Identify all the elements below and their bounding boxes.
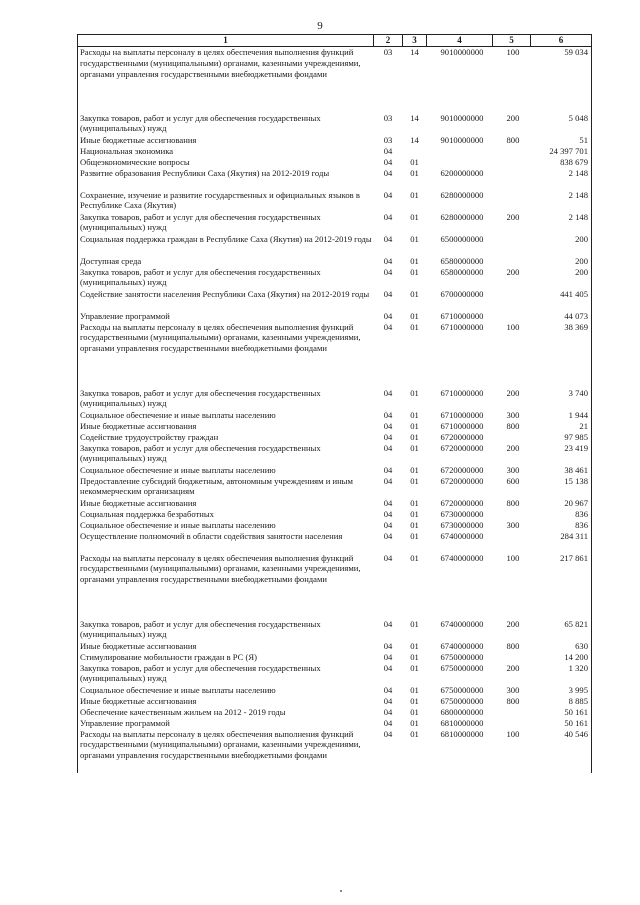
row-name: Обеспечение качественным жильем на 2012 - 2019 годы <box>78 707 374 718</box>
row-target-article: 6810000000 <box>440 728 484 739</box>
row-amount: 44 073 <box>531 311 592 322</box>
table-row <box>78 685 592 696</box>
row-expense-type: 200 <box>506 387 520 398</box>
row-amount: 3 740 <box>531 388 592 410</box>
row-expense-type <box>493 168 531 190</box>
row-target-article: 6720000000 <box>440 431 484 442</box>
row-amount: 23 419 <box>531 443 592 465</box>
row-target-article: 6750000000 <box>440 662 484 673</box>
row-target-article: 6720000000 <box>440 464 484 475</box>
row-expense-type: 800 <box>506 420 520 431</box>
row-section-code: 04 <box>383 321 393 332</box>
header-col-5: 5 <box>493 35 531 47</box>
row-section-code: 04 <box>383 695 393 706</box>
row-amount: 38 369 <box>531 322 592 388</box>
row-subsection-code: 01 <box>410 233 419 244</box>
row-subsection-code: 01 <box>410 475 419 486</box>
row-amount: 217 861 <box>531 553 592 619</box>
row-target-article: 6740000000 <box>440 640 484 651</box>
row-target-article: 6810000000 <box>440 717 484 728</box>
row-section-code: 04 <box>383 464 393 475</box>
row-name: Иные бюджетные ассигнования <box>78 135 374 146</box>
row-section-code: 04 <box>383 728 393 739</box>
row-name: Закупка товаров, работ и услуг для обеспечения государственных (муниципальных) нужд <box>78 388 374 410</box>
row-amount: 441 405 <box>531 289 592 311</box>
row-section-code: 04 <box>383 706 393 717</box>
row-section-code: 04 <box>383 508 393 519</box>
row-target-article: 9010000000 <box>427 47 493 113</box>
row-target-article: 6720000000 <box>440 442 484 453</box>
row-target-article: 6700000000 <box>440 288 484 299</box>
table-row <box>78 146 592 157</box>
row-expense-type: 600 <box>506 475 520 486</box>
row-expense-type: 100 <box>506 552 520 563</box>
row-target-article: 9010000000 <box>440 112 484 123</box>
table-row <box>78 234 592 256</box>
row-name: Социальное обеспечение и иные выплаты населению <box>78 685 374 696</box>
row-expense-type: 800 <box>506 695 520 706</box>
row-name: Расходы на выплаты персоналу в целях обеспечения выполнения функций государственными (муниципальными) органами, казенными учреждениями, органами управления государственными внебюджетными фондами <box>78 47 374 113</box>
row-target-article: 6750000000 <box>440 695 484 706</box>
row-subsection-code: 01 <box>410 552 419 563</box>
row-section-code: 04 <box>383 552 393 563</box>
row-amount: 15 138 <box>531 476 592 498</box>
row-subsection-code: 01 <box>410 695 419 706</box>
row-amount: 50 161 <box>531 707 592 718</box>
row-subsection-code: 01 <box>410 618 419 629</box>
row-name: Развитие образования Республики Саха (Якутия) на 2012-2019 годы <box>78 168 374 190</box>
table-row <box>78 652 592 663</box>
row-expense-type: 800 <box>506 134 520 145</box>
row-expense-type <box>493 289 531 311</box>
row-amount: 24 397 701 <box>531 146 592 157</box>
table-row <box>78 619 592 641</box>
row-subsection-code: 01 <box>410 310 419 321</box>
row-expense-type: 200 <box>506 662 520 673</box>
row-expense-type: 100 <box>493 47 531 113</box>
row-subsection-code: 01 <box>410 255 419 266</box>
row-subsection-code: 01 <box>410 288 419 299</box>
row-section-code: 04 <box>383 310 393 321</box>
row-expense-type: 100 <box>506 321 520 332</box>
table-row <box>78 168 592 190</box>
row-expense-type: 800 <box>506 497 520 508</box>
row-expense-type <box>493 707 531 718</box>
row-amount: 1 320 <box>531 663 592 685</box>
row-section-code: 04 <box>383 266 393 277</box>
row-amount: 21 <box>531 421 592 432</box>
row-section-code: 04 <box>383 662 393 673</box>
row-target-article: 6730000000 <box>440 519 484 530</box>
row-expense-type: 200 <box>506 211 520 222</box>
row-name: Закупка товаров, работ и услуг для обеспечения государственных (муниципальных) нужд <box>78 663 374 685</box>
row-expense-type: 100 <box>506 728 520 739</box>
row-amount: 8 885 <box>531 696 592 707</box>
row-subsection-code: 01 <box>410 728 419 739</box>
row-section-code: 04 <box>383 442 393 453</box>
table-row <box>78 410 592 421</box>
row-amount: 836 <box>531 520 592 531</box>
row-target-article: 6750000000 <box>440 684 484 695</box>
row-subsection-code: 01 <box>410 211 419 222</box>
row-name: Доступная среда <box>78 256 374 267</box>
row-expense-type: 300 <box>506 409 520 420</box>
row-expense-type: 200 <box>506 442 520 453</box>
row-target-article: 9010000000 <box>440 134 484 145</box>
row-amount: 3 995 <box>531 685 592 696</box>
row-subsection-code: 01 <box>410 497 419 508</box>
row-name: Социальное обеспечение и иные выплаты населению <box>78 520 374 531</box>
table-row <box>78 729 592 773</box>
row-section-code: 03 <box>374 47 403 113</box>
row-subsection-code: 01 <box>410 519 419 530</box>
row-expense-type <box>493 256 531 267</box>
row-amount: 5 048 <box>531 113 592 135</box>
row-amount: 51 <box>531 135 592 146</box>
row-amount: 200 <box>531 256 592 267</box>
row-subsection-code <box>403 146 427 157</box>
row-section-code: 04 <box>383 255 393 266</box>
row-expense-type <box>493 509 531 520</box>
row-target-article: 6740000000 <box>440 530 484 541</box>
table-row <box>78 267 592 289</box>
table-row <box>78 322 592 388</box>
row-section-code: 03 <box>383 134 393 145</box>
row-name: Закупка товаров, работ и услуг для обеспечения государственных (муниципальных) нужд <box>78 619 374 641</box>
row-name: Предоставление субсидий бюджетным, автономным учреждениям и иным некоммерческим организациям <box>78 476 374 498</box>
row-target-article: 6720000000 <box>440 475 484 486</box>
row-section-code: 04 <box>383 167 393 178</box>
row-expense-type: 200 <box>506 618 520 629</box>
row-amount: 630 <box>531 641 592 652</box>
row-subsection-code: 14 <box>403 47 427 113</box>
row-expense-type: 300 <box>506 519 520 530</box>
row-subsection-code: 14 <box>410 112 419 123</box>
row-name: Общеэкономические вопросы <box>78 157 374 168</box>
row-subsection-code: 01 <box>410 662 419 673</box>
row-target-article: 6580000000 <box>440 266 484 277</box>
row-target-article: 6280000000 <box>440 189 484 200</box>
row-subsection-code: 01 <box>410 706 419 717</box>
row-name: Иные бюджетные ассигнования <box>78 696 374 707</box>
row-subsection-code: 01 <box>410 189 419 200</box>
table-row <box>78 443 592 465</box>
row-name: Содействие трудоустройству граждан <box>78 432 374 443</box>
budget-table <box>77 34 592 773</box>
table-row <box>78 311 592 322</box>
row-section-code: 04 <box>383 156 393 167</box>
table-row <box>78 289 592 311</box>
row-target-article: 6500000000 <box>440 233 484 244</box>
row-amount: 59 034 <box>531 47 592 113</box>
row-section-code: 04 <box>383 189 393 200</box>
table-row <box>78 718 592 729</box>
row-amount: 1 944 <box>531 410 592 421</box>
row-name: Закупка товаров, работ и услуг для обеспечения государственных (муниципальных) нужд <box>78 113 374 135</box>
row-expense-type: 300 <box>506 684 520 695</box>
row-amount: 20 967 <box>531 498 592 509</box>
row-section-code: 04 <box>383 519 393 530</box>
row-amount: 50 161 <box>531 718 592 729</box>
table-row <box>78 465 592 476</box>
row-expense-type <box>493 311 531 322</box>
row-section-code: 04 <box>383 640 393 651</box>
row-name: Национальная экономика <box>78 146 374 157</box>
row-name: Расходы на выплаты персоналу в целях обеспечения выполнения функций государственными (муниципальными) органами, казенными учреждениями, органами управления государственными внебюджетными фондами <box>78 553 374 619</box>
row-section-code: 04 <box>383 288 393 299</box>
page-number: 9 <box>317 20 323 32</box>
row-section-code: 04 <box>383 717 393 728</box>
row-target-article: 6200000000 <box>440 167 484 178</box>
row-target-article: 6750000000 <box>440 651 484 662</box>
table-row <box>78 256 592 267</box>
row-target-article: 6740000000 <box>440 618 484 629</box>
row-amount: 200 <box>531 267 592 289</box>
row-amount: 836 <box>531 509 592 520</box>
table-row <box>78 476 592 498</box>
row-expense-type: 200 <box>506 112 520 123</box>
row-subsection-code: 01 <box>410 420 419 431</box>
table-row <box>78 190 592 212</box>
row-expense-type <box>493 652 531 663</box>
header-col-3: 3 <box>403 35 427 47</box>
row-subsection-code: 01 <box>410 431 419 442</box>
row-section-code: 04 <box>383 387 393 398</box>
table-row <box>78 421 592 432</box>
row-section-code: 04 <box>383 431 393 442</box>
row-section-code: 04 <box>383 497 393 508</box>
row-section-code: 04 <box>383 475 393 486</box>
row-target-article: 6720000000 <box>440 497 484 508</box>
row-target-article: 6710000000 <box>440 310 484 321</box>
table-row <box>78 520 592 531</box>
row-name: Социальная поддержка граждан в Республике Саха (Якутия) на 2012-2019 годы <box>78 234 374 256</box>
row-target-article: 6710000000 <box>440 387 484 398</box>
table-row <box>78 531 592 553</box>
row-amount: 838 679 <box>531 157 592 168</box>
row-target-article: 6710000000 <box>440 409 484 420</box>
row-expense-type <box>493 531 531 553</box>
row-subsection-code: 01 <box>410 409 419 420</box>
row-section-code: 04 <box>383 530 393 541</box>
row-amount: 14 200 <box>531 652 592 663</box>
row-subsection-code: 01 <box>410 321 419 332</box>
row-name: Содействие занятости населения Республики Саха (Якутия) на 2012-2019 годы <box>78 289 374 311</box>
row-subsection-code: 01 <box>410 442 419 453</box>
row-name: Иные бюджетные ассигнования <box>78 498 374 509</box>
row-name: Закупка товаров, работ и услуг для обеспечения государственных (муниципальных) нужд <box>78 212 374 234</box>
row-name: Сохранение, изучение и развитие государственных и официальных языков в Республике Саха (Якутия) <box>78 190 374 212</box>
row-target-article <box>427 157 493 168</box>
row-expense-type: 200 <box>506 266 520 277</box>
table-row <box>78 663 592 685</box>
row-subsection-code: 01 <box>410 530 419 541</box>
row-amount: 40 546 <box>531 729 592 773</box>
row-subsection-code: 01 <box>410 464 419 475</box>
row-section-code: 04 <box>383 651 393 662</box>
row-expense-type <box>493 157 531 168</box>
table-body <box>78 47 592 773</box>
row-name: Расходы на выплаты персоналу в целях обеспечения выполнения функций государственными (муниципальными) органами, казенными учреждениями, органами управления государственными внебюджетными фондами <box>78 322 374 388</box>
table-row <box>78 388 592 410</box>
row-expense-type <box>493 190 531 212</box>
row-expense-type: 800 <box>506 640 520 651</box>
row-subsection-code: 01 <box>410 167 419 178</box>
header-col-2: 2 <box>374 35 403 47</box>
row-name: Социальная поддержка безработных <box>78 509 374 520</box>
row-amount: 65 821 <box>531 619 592 641</box>
table-row <box>78 553 592 619</box>
row-expense-type <box>493 432 531 443</box>
row-name: Социальное обеспечение и иные выплаты населению <box>78 465 374 476</box>
row-name: Социальное обеспечение и иные выплаты населению <box>78 410 374 421</box>
header-col-1: 1 <box>78 35 374 47</box>
row-name: Закупка товаров, работ и услуг для обеспечения государственных (муниципальных) нужд <box>78 443 374 465</box>
table-row <box>78 707 592 718</box>
table-row <box>78 212 592 234</box>
row-name: Закупка товаров, работ и услуг для обеспечения государственных (муниципальных) нужд <box>78 267 374 289</box>
row-amount: 2 148 <box>531 190 592 212</box>
table-row <box>78 498 592 509</box>
row-target-article: 6800000000 <box>440 706 484 717</box>
row-target-article: 6580000000 <box>440 255 484 266</box>
header-col-6: 6 <box>531 35 592 47</box>
row-name: Осуществление полномочий в области содействия занятости населения <box>78 531 374 553</box>
row-name: Иные бюджетные ассигнования <box>78 421 374 432</box>
table-row <box>78 113 592 135</box>
table-row <box>78 509 592 520</box>
row-subsection-code: 14 <box>410 134 419 145</box>
row-section-code: 04 <box>383 684 393 695</box>
scan-speck <box>340 890 342 892</box>
row-section-code: 04 <box>383 420 393 431</box>
table-row <box>78 135 592 146</box>
row-subsection-code: 01 <box>410 651 419 662</box>
row-amount: 284 311 <box>531 531 592 553</box>
row-amount: 38 461 <box>531 465 592 476</box>
table-header-row <box>78 35 592 47</box>
row-amount: 2 148 <box>531 168 592 190</box>
row-name: Расходы на выплаты персоналу в целях обеспечения выполнения функций государственными (муниципальными) органами, казенными учреждениями, органами управления государственными внебюджетными фондами <box>78 729 374 773</box>
row-amount: 2 148 <box>531 212 592 234</box>
row-target-article <box>427 146 493 157</box>
row-expense-type: 300 <box>506 464 520 475</box>
row-target-article: 6280000000 <box>440 211 484 222</box>
row-target-article: 6710000000 <box>440 420 484 431</box>
row-expense-type <box>493 234 531 256</box>
row-subsection-code: 01 <box>410 156 419 167</box>
row-name: Управление программой <box>78 311 374 322</box>
row-name: Управление программой <box>78 718 374 729</box>
row-target-article: 6730000000 <box>440 508 484 519</box>
row-subsection-code: 01 <box>410 387 419 398</box>
table-row <box>78 432 592 443</box>
row-subsection-code: 01 <box>410 508 419 519</box>
table-row <box>78 641 592 652</box>
row-subsection-code: 01 <box>410 717 419 728</box>
row-subsection-code: 01 <box>410 266 419 277</box>
header-col-4: 4 <box>427 35 493 47</box>
row-expense-type <box>493 146 531 157</box>
table-row <box>78 696 592 707</box>
table-row <box>78 157 592 168</box>
row-section-code: 04 <box>383 409 393 420</box>
row-amount: 97 985 <box>531 432 592 443</box>
row-section-code: 04 <box>383 233 393 244</box>
table-row <box>78 47 592 113</box>
row-expense-type <box>493 718 531 729</box>
row-section-code: 04 <box>383 618 393 629</box>
row-section-code: 03 <box>383 112 393 123</box>
row-target-article: 6710000000 <box>440 321 484 332</box>
row-section-code: 04 <box>383 145 393 156</box>
row-amount: 200 <box>531 234 592 256</box>
row-section-code: 04 <box>383 211 393 222</box>
row-subsection-code: 01 <box>410 684 419 695</box>
row-subsection-code: 01 <box>410 640 419 651</box>
row-target-article: 6740000000 <box>440 552 484 563</box>
row-name: Стимулирование мобильности граждан в РС (Я) <box>78 652 374 663</box>
row-name: Иные бюджетные ассигнования <box>78 641 374 652</box>
